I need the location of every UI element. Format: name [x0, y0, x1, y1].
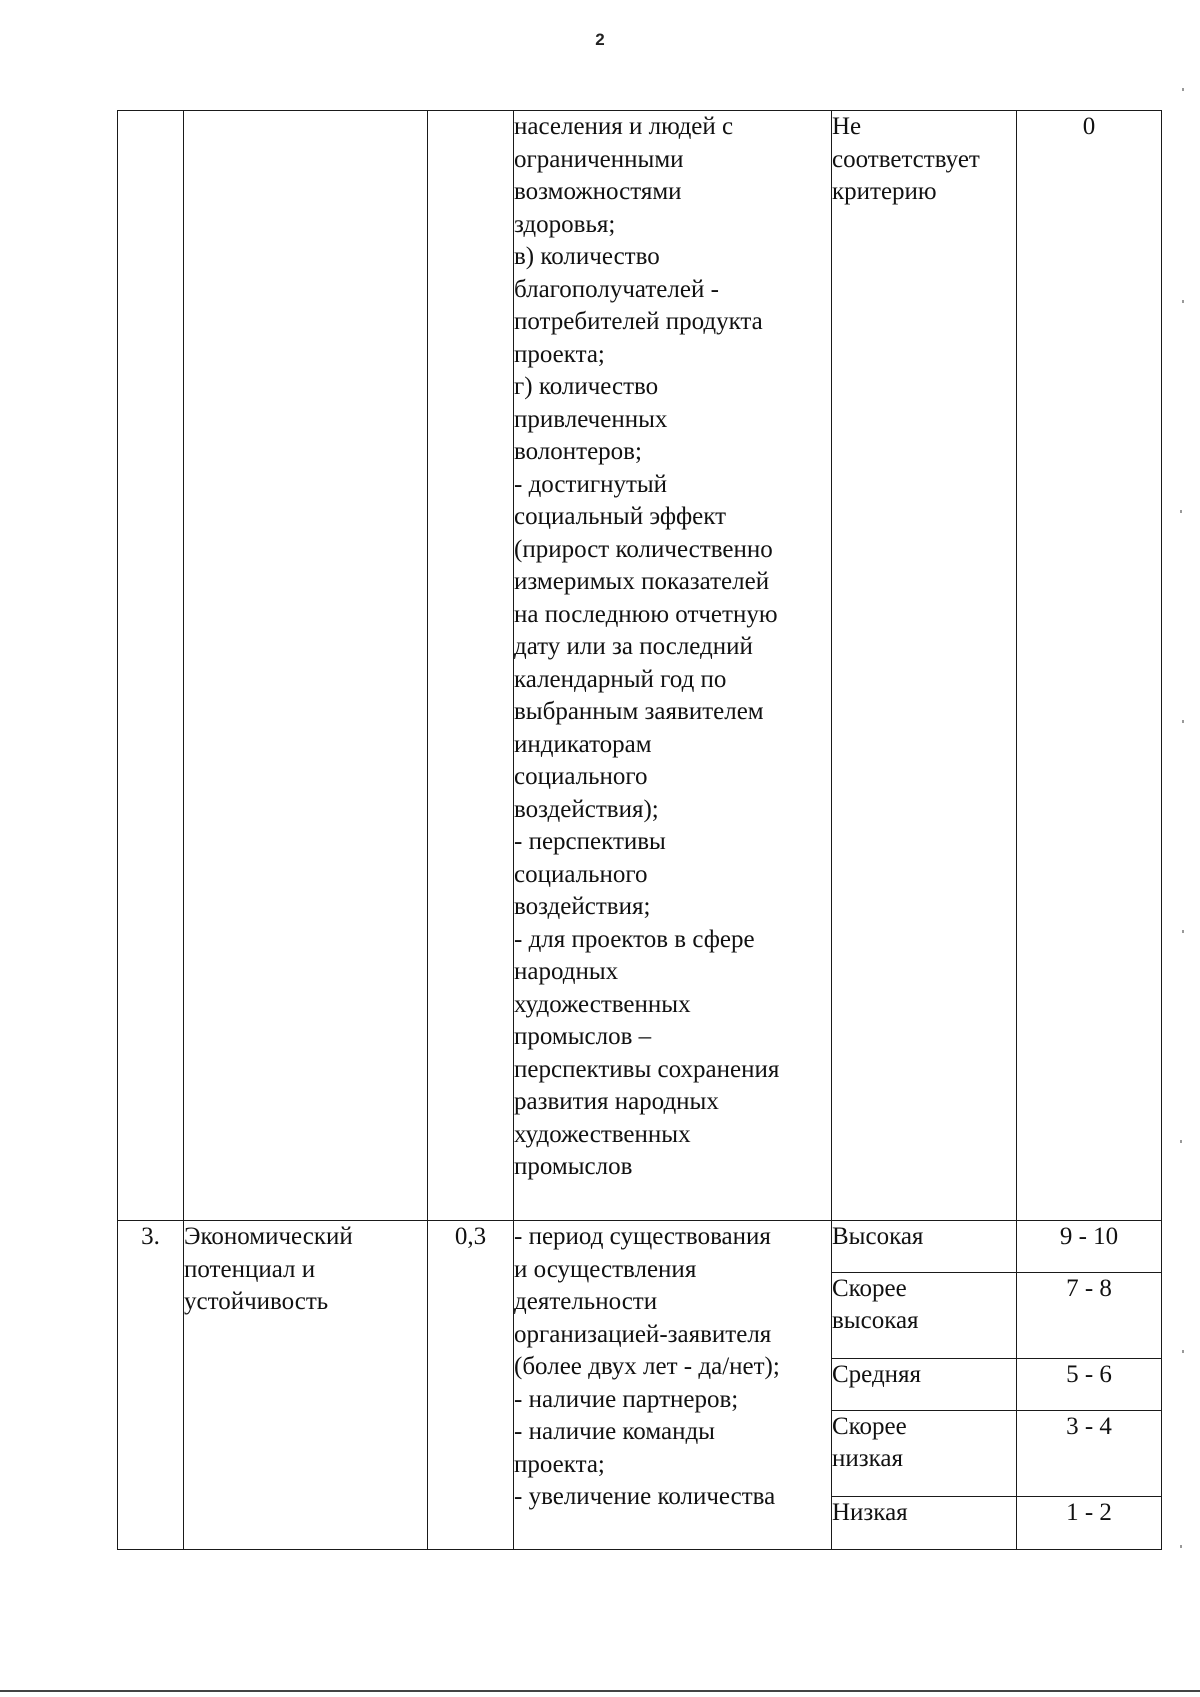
- scan-edge-line: [0, 1690, 1200, 1692]
- table-row-continuation: [118, 111, 1162, 1221]
- grade-cell: Скорее низкая: [832, 1411, 1017, 1497]
- grade-cell: Высокая: [832, 1221, 1017, 1273]
- weight-cell: [428, 111, 514, 1221]
- scan-speck: [1180, 1140, 1182, 1143]
- score-cell: 1 - 2: [1017, 1497, 1162, 1550]
- grade-cell: Низкая: [832, 1497, 1017, 1550]
- scan-speck: [1182, 1350, 1184, 1353]
- description-cell: - период существования и осуществления деятельности организацией-заявителя (более двух лет - да/нет); - наличие партнеров; - наличие команды проекта; - увеличение количества: [514, 1221, 832, 1550]
- score-cell: 3 - 4: [1017, 1411, 1162, 1497]
- scan-speck: [1182, 300, 1184, 303]
- scan-speck: [1182, 720, 1184, 723]
- scan-speck: [1180, 510, 1182, 513]
- scan-speck: [1180, 1545, 1182, 1548]
- grade-cell: Средняя: [832, 1359, 1017, 1411]
- row-number-cell: [118, 111, 184, 1221]
- score-cell: 9 - 10: [1017, 1221, 1162, 1273]
- weight-cell: 0,3: [428, 1221, 514, 1550]
- page-number: 2: [595, 30, 605, 49]
- description-cell: населения и людей с ограниченными возможностями здоровья; в) количество благополучателей - потребителей продукта проекта; г) количество привлеченных волонтеров; - достигнутый социальный эффект (прирост количественно измеримых показателей на последнюю отчетную дату или за последний календарный год по выбранным заявителем индикаторам социального воздействия); - перспективы социального воздействия; - для проектов в сфере народных художественных промыслов – перспективы сохранения развития народных художественных промыслов: [514, 111, 832, 1221]
- criterion-cell: Экономический потенциал и устойчивость: [184, 1221, 428, 1550]
- row-number-cell: 3.: [118, 1221, 184, 1550]
- scan-speck: [1182, 930, 1184, 933]
- grade-cell: Скорее высокая: [832, 1273, 1017, 1359]
- criterion-cell: [184, 111, 428, 1221]
- score-cell: 7 - 8: [1017, 1273, 1162, 1359]
- scan-speck: [1182, 88, 1184, 91]
- criteria-table: [117, 110, 1162, 1550]
- score-cell: 0: [1017, 111, 1162, 1221]
- table-row-3: [118, 1221, 1162, 1273]
- grade-cell: Не соответствует критерию: [832, 111, 1017, 1221]
- score-cell: 5 - 6: [1017, 1359, 1162, 1411]
